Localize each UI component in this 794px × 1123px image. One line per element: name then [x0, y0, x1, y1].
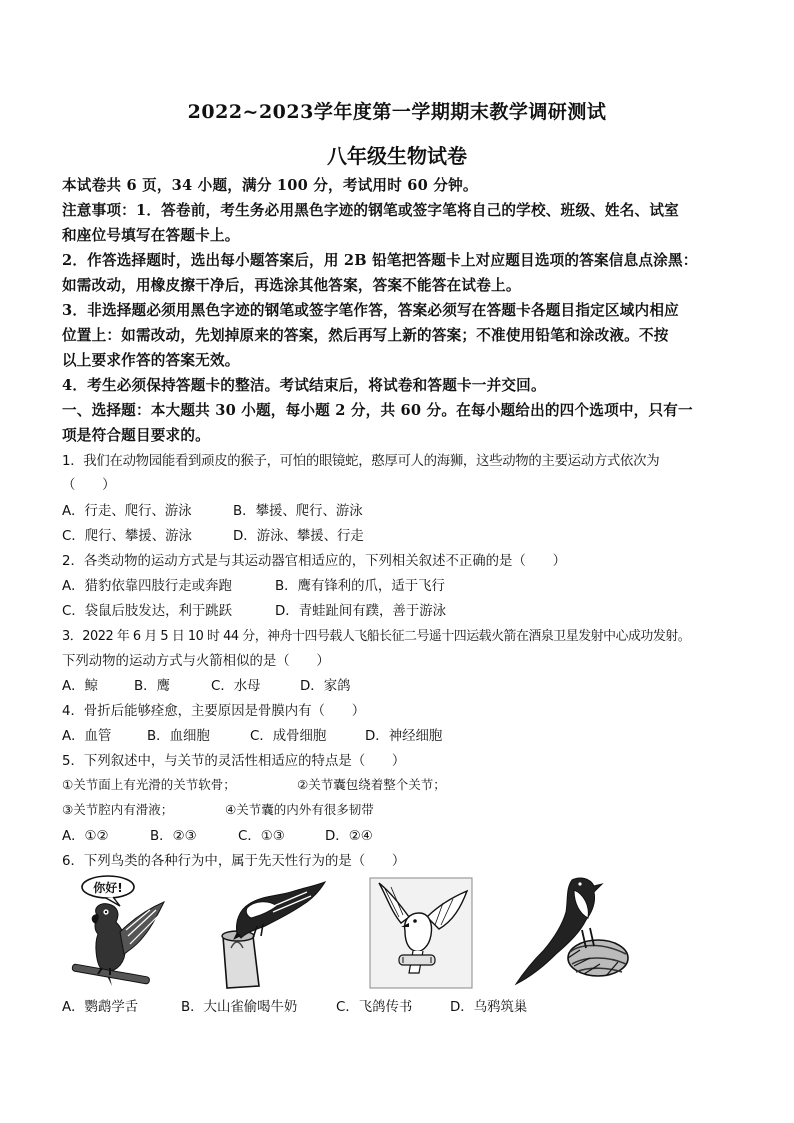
q6-option-c: C．飞鸽传书 — [336, 1000, 413, 1015]
q6-option-a: A．鹦鹉学舌 — [62, 1000, 139, 1015]
question-1-stem: 1．我们在动物园能看到顽皮的猴子，可怕的眼镜蛇，憨厚可人的海狮，这些动物的主要运动方式依次为 — [62, 454, 660, 469]
q5-statement: ④关节囊的内外有很多韧带 — [225, 802, 374, 817]
q6-option-b: B．大山雀偷喝牛奶 — [181, 1000, 298, 1015]
q6-option-d: D．乌鸦筑巢 — [450, 1000, 528, 1015]
instruction-line: 如需改动，用橡皮擦干净后，再选涂其他答案，答案不能答在试卷上。 — [62, 277, 521, 294]
question-6-stem: 6．下列鸟类的各种行为中，属于先天性行为的是（ ） — [62, 854, 406, 869]
question-4-stem: 4．骨折后能够痊愈，主要原因是骨膜内有（ ） — [62, 704, 366, 719]
q5-option-a: A．①② — [62, 829, 109, 844]
question-3-stem: 下列动物的运动方式与火箭相似的是（ ） — [62, 654, 330, 669]
q3-option-c: C．水母 — [211, 679, 261, 694]
instruction-line: 本试卷共 6 页，34 小题，满分 100 分，考试用时 60 分钟。 — [62, 177, 478, 194]
parrot-illustration — [68, 874, 168, 990]
q1-option-b: B．攀援、爬行、游泳 — [233, 504, 363, 519]
question-2-stem: 2．各类动物的运动方式是与其运动器官相适应的，下列相关叙述不正确的是（ ） — [62, 554, 566, 569]
q2-option-d: D．青蛙趾间有蹼，善于游泳 — [275, 604, 446, 619]
speech-bubble-text: 你好! — [93, 881, 123, 895]
q1-option-c: C．爬行、攀援、游泳 — [62, 529, 192, 544]
q5-option-d: D．②④ — [325, 829, 373, 844]
section-heading: 项是符合题目要求的。 — [62, 427, 210, 444]
q1-option-a: A．行走、爬行、游泳 — [62, 504, 192, 519]
exam-title: 2022~2023学年度第一学期期末教学调研测试 — [187, 101, 607, 123]
q5-option-c: C．①③ — [238, 829, 285, 844]
q5-statement: ①关节面上有光滑的关节软骨； — [62, 777, 236, 792]
question-1-stem: （ ） — [62, 478, 116, 493]
q2-option-c: C．袋鼠后肢发达，利于跳跃 — [62, 604, 233, 619]
q4-option-c: C．成骨细胞 — [250, 729, 327, 744]
question-5-stem: 5．下列叙述中，与关节的灵活性相适应的特点是（ ） — [62, 754, 406, 769]
q4-option-d: D．神经细胞 — [365, 729, 443, 744]
q3-option-a: A．鲸 — [62, 679, 98, 694]
carrier-pigeon-illustration — [369, 877, 473, 989]
instruction-line: 以上要求作答的答案无效。 — [62, 352, 240, 369]
crow-nest-illustration — [510, 872, 630, 990]
great-tit-drinking-milk-illustration — [207, 878, 327, 990]
instruction-line: 2．作答选择题时，选出每小题答案后，用 2B 铅笔把答题卡上对应题目选项的答案信息点涂黑： — [62, 252, 698, 269]
q2-option-b: B．鹰有锋利的爪，适于飞行 — [275, 579, 445, 594]
q4-option-a: A．血管 — [62, 729, 112, 744]
q1-option-d: D．游泳、攀援、行走 — [233, 529, 364, 544]
section-heading: 一、选择题：本大题共 30 小题，每小题 2 分，共 60 分。在每小题给出的四个选项中，只有一 — [62, 402, 693, 419]
q2-option-a: A．猎豹依靠四肢行走或奔跑 — [62, 579, 232, 594]
instruction-line: 注意事项：1．答卷前，考生务必用黑色字迹的钢笔或签字笔将自己的学校、班级、姓名、试室 — [62, 202, 679, 219]
instruction-line: 4．考生必须保持答题卡的整洁。考试结束后，将试卷和答题卡一并交回。 — [62, 377, 546, 394]
exam-subtitle: 八年级生物试卷 — [327, 144, 467, 168]
q4-option-b: B．血细胞 — [147, 729, 210, 744]
question-3-stem: 3．2022 年 6 月 5 日 10 时 44 分，神舟十四号载人飞船长征二号遥十四运载火箭在酒泉卫星发射中心成功发射。 — [62, 629, 691, 644]
instruction-line: 3．非选择题必须用黑色字迹的钢笔或签字笔作答，答案必须写在答题卡各题目指定区域内相应 — [62, 302, 679, 319]
q3-option-b: B．鹰 — [134, 679, 170, 694]
instruction-line: 和座位号填写在答题卡上。 — [62, 227, 240, 244]
instruction-line: 位置上：如需改动，先划掉原来的答案，然后再写上新的答案；不准使用铅笔和涂改液。不按 — [62, 327, 669, 344]
q5-statement: ②关节囊包绕着整个关节； — [297, 777, 446, 792]
q5-option-b: B．②③ — [150, 829, 197, 844]
q5-statement: ③关节腔内有滑液； — [62, 802, 174, 817]
q3-option-d: D．家鸽 — [300, 679, 351, 694]
